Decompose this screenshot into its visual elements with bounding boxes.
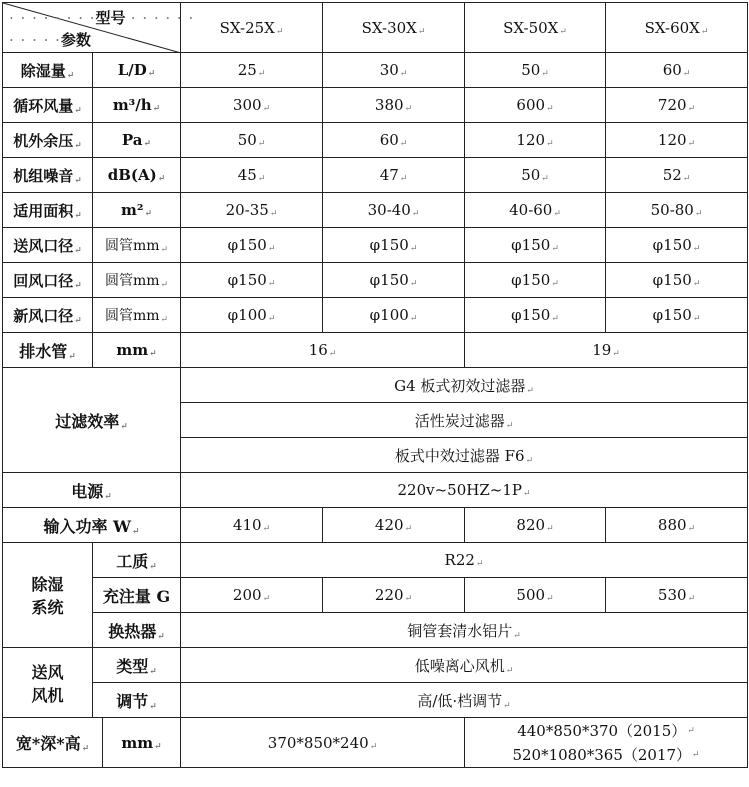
value-cell: φ150 ↵ — [181, 228, 323, 263]
value-cell: 25 ↵ — [181, 53, 323, 88]
refrigerant-label: 工质 ↵ — [93, 543, 181, 578]
value-cell: 420 ↵ — [323, 508, 465, 543]
type-label: 型号 — [95, 9, 126, 27]
param-name: 新风口径 ↵ — [3, 298, 93, 333]
value-cell: φ150 ↵ — [606, 228, 748, 263]
value-cell: φ150 ↵ — [465, 228, 606, 263]
param-unit: 圆管mm ↵ — [93, 263, 181, 298]
dimensions-large-2015: 440*850*370（2015） ↵ — [465, 719, 747, 743]
value-cell: 40-60 ↵ — [465, 193, 606, 228]
dehumid-refrigerant-row — [3, 543, 748, 578]
model-header: SX-50X ↵ — [465, 3, 606, 53]
value-cell: 380 ↵ — [323, 88, 465, 123]
value-cell: φ150 ↵ — [323, 228, 465, 263]
value-cell: φ100 ↵ — [181, 298, 323, 333]
value-cell: 120 ↵ — [465, 123, 606, 158]
table-row — [3, 193, 748, 228]
dimensions-large — [465, 718, 748, 768]
dimensions-large-2017: 520*1080*365（2017） ↵ — [465, 743, 747, 767]
header-corner: · · · · · · · ·型号 · · · · · · · · · · ·参数 — [3, 3, 181, 53]
value-cell: 47 ↵ — [323, 158, 465, 193]
filter-value: 活性炭过滤器 ↵ — [181, 403, 748, 438]
value-cell: 530 ↵ — [606, 578, 748, 613]
value-cell: 50 ↵ — [465, 53, 606, 88]
exchanger-value: 铜管套清水铝片 ↵ — [181, 613, 748, 648]
drain-row — [3, 333, 748, 368]
value-cell: 30-40 ↵ — [323, 193, 465, 228]
dehumid-exchanger-row — [3, 613, 748, 648]
param-unit: m² ↵ — [93, 193, 181, 228]
value-cell: φ100 ↵ — [323, 298, 465, 333]
param-unit: 圆管mm ↵ — [93, 228, 181, 263]
table-row — [3, 298, 748, 333]
drain-name: 排水管 ↵ — [3, 333, 93, 368]
value-cell: 60 ↵ — [606, 53, 748, 88]
param-name: 循环风量 ↵ — [3, 88, 93, 123]
param-unit: L/D ↵ — [93, 53, 181, 88]
fan-control-label: 调节 ↵ — [93, 683, 181, 718]
power-supply-value: 220v~50HZ~1P ↵ — [181, 473, 748, 508]
param-unit: Pa ↵ — [93, 123, 181, 158]
value-cell: 820 ↵ — [465, 508, 606, 543]
table-row — [3, 53, 748, 88]
value-cell: φ150 ↵ — [181, 263, 323, 298]
value-cell: 50 ↵ — [465, 158, 606, 193]
param-name: 回风口径 ↵ — [3, 263, 93, 298]
drain-unit: mm ↵ — [93, 333, 181, 368]
param-unit: m³/h ↵ — [93, 88, 181, 123]
fan-type-value: 低噪离心风机 ↵ — [181, 648, 748, 683]
power-supply-row — [3, 473, 748, 508]
param-name: 机组噪音 ↵ — [3, 158, 93, 193]
spec-table — [2, 2, 748, 768]
param-name: 机外余压 ↵ — [3, 123, 93, 158]
param-name: 除湿量 ↵ — [3, 53, 93, 88]
table-row — [3, 123, 748, 158]
value-cell: 20-35 ↵ — [181, 193, 323, 228]
dimensions-row — [3, 718, 748, 768]
dimensions-unit: mm ↵ — [103, 718, 181, 768]
value-cell: φ150 ↵ — [606, 298, 748, 333]
exchanger-label: 换热器 ↵ — [93, 613, 181, 648]
value-cell: φ150 ↵ — [465, 298, 606, 333]
charge-label: 充注量 G — [93, 578, 181, 613]
value-cell: φ150 ↵ — [465, 263, 606, 298]
header-row — [3, 3, 748, 53]
table-row — [3, 158, 748, 193]
fan-group-label: 送风 风机 — [3, 648, 93, 718]
filter-row — [3, 368, 748, 403]
table-row — [3, 263, 748, 298]
fan-type-label: 类型 ↵ — [93, 648, 181, 683]
value-cell: 720 ↵ — [606, 88, 748, 123]
value-cell: 410 ↵ — [181, 508, 323, 543]
refrigerant-value: R22 ↵ — [181, 543, 748, 578]
dimensions-small: 370*850*240 ↵ — [181, 718, 465, 768]
model-header: SX-60X ↵ — [606, 3, 748, 53]
model-header: SX-25X ↵ — [181, 3, 323, 53]
value-cell: 30 ↵ — [323, 53, 465, 88]
value-cell: φ150 ↵ — [606, 263, 748, 298]
value-cell: 220 ↵ — [323, 578, 465, 613]
model-header: SX-30X ↵ — [323, 3, 465, 53]
value-cell: 60 ↵ — [323, 123, 465, 158]
table-row — [3, 88, 748, 123]
drain-value-large: 19 ↵ — [465, 333, 748, 368]
fan-type-row — [3, 648, 748, 683]
filter-value: G4 板式初效过滤器 ↵ — [181, 368, 748, 403]
param-unit: dB(A) ↵ — [93, 158, 181, 193]
dimensions-name: 宽*深*高 ↵ — [3, 718, 103, 768]
param-name: 送风口径 ↵ — [3, 228, 93, 263]
value-cell: 50 ↵ — [181, 123, 323, 158]
table-row — [3, 228, 748, 263]
value-cell: 200 ↵ — [181, 578, 323, 613]
param-name: 适用面积 ↵ — [3, 193, 93, 228]
value-cell: 45 ↵ — [181, 158, 323, 193]
value-cell: 120 ↵ — [606, 123, 748, 158]
input-power-name: 输入功率 W ↵ — [3, 508, 181, 543]
filter-value: 板式中效过滤器 F6 ↵ — [181, 438, 748, 473]
drain-value-small: 16 ↵ — [181, 333, 465, 368]
fan-control-value: 高/低·档调节 ↵ — [181, 683, 748, 718]
filter-name: 过滤效率 ↵ — [3, 368, 181, 473]
value-cell: φ150 ↵ — [323, 263, 465, 298]
param-unit: 圆管mm ↵ — [93, 298, 181, 333]
value-cell: 50-80 ↵ — [606, 193, 748, 228]
value-cell: 300 ↵ — [181, 88, 323, 123]
dehumid-group-label: 除湿 系统 — [3, 543, 93, 648]
param-label: 参数 — [60, 31, 91, 49]
value-cell: 52 ↵ — [606, 158, 748, 193]
power-supply-name: 电源 ↵ — [3, 473, 181, 508]
value-cell: 880 ↵ — [606, 508, 748, 543]
dehumid-charge-row — [3, 578, 748, 613]
fan-control-row — [3, 683, 748, 718]
input-power-row — [3, 508, 748, 543]
value-cell: 500 ↵ — [465, 578, 606, 613]
value-cell: 600 ↵ — [465, 88, 606, 123]
